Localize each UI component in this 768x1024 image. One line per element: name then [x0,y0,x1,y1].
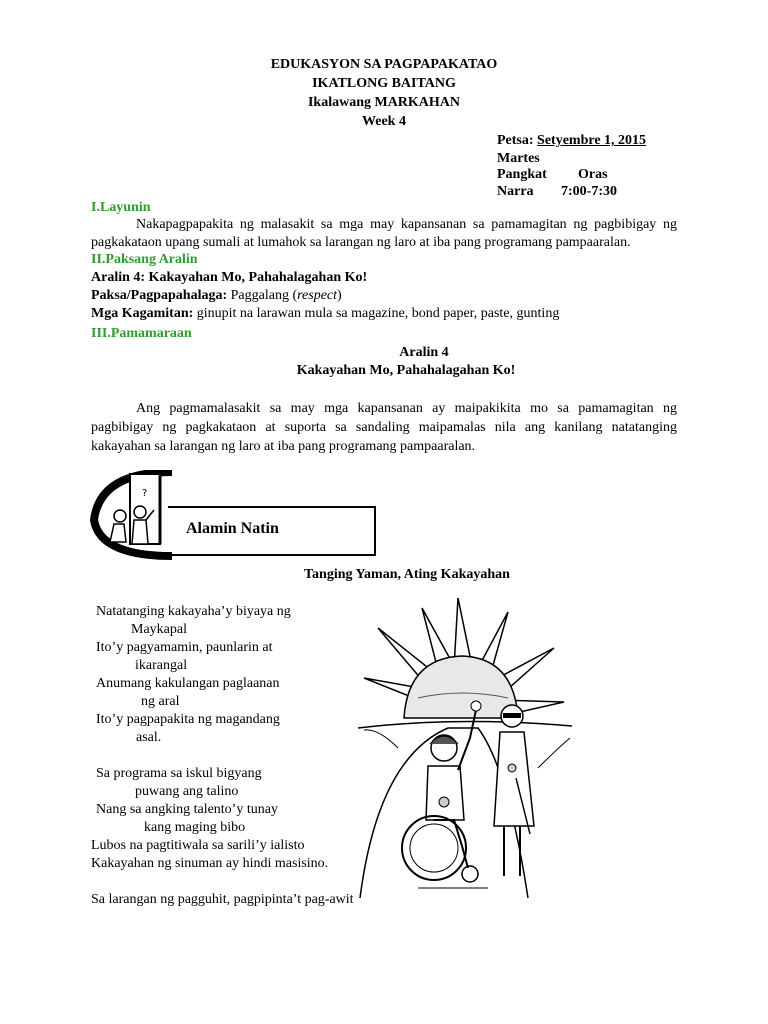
petsa-value: Setyembre 1, 2015 [537,133,647,148]
title-quarter: Ikalawang MARKAHAN [307,95,461,110]
paksa-italic: respect [297,288,338,303]
title-week: Week 4 [362,114,406,129]
poem-line: kang maging bibo [144,820,246,835]
poem-line: Kakayahan ng sinuman ay hindi masisino. [91,856,329,871]
aralin-title: Kakayahan Mo, Pahahalagahan Ko! [296,363,516,378]
aralin-number: Aralin 4 [399,345,449,360]
layunin-text: Nakapagpapakita ng malasakit sa mga may kapansanan sa pamamagitan ng pagbibigay ng pagkakataon upang sumali at lumahok sa larangan ng laro at iba pang programang pampaaralan. [91,217,677,250]
children-illustration [358,598,572,898]
kagamitan-label: Mga Kagamitan: [91,306,194,321]
poem-body [91,603,354,909]
paksa-close: ) [337,288,342,303]
intro-paragraph: Ang pagmamalasakit sa may mga kapansanan ay maipakikita mo sa pamamagitan ng pagbibigay ng pagkakataon at suporta sa sandaling maipamalas nila ang kanilang natatanging kakayahan sa larangan ng laro at iba pang programang pampaaralan. [91,401,677,454]
poem-line: Lubos na pagtitiwala sa sarili’y ialisto [91,838,305,853]
poem-line: Sa programa sa iskul bigyang [96,766,262,781]
aralin-line: Aralin 4: Kakayahan Mo, Pahahalagahan Ko! [91,270,368,285]
section-layunin-heading: I.Layunin [91,200,151,215]
poem-line: Sa larangan ng pagguhit, pagpipinta’t pag-awit [91,892,354,907]
pangkat-value: Narra [497,184,534,199]
children-door-icon [90,470,180,560]
day-label: Martes [497,151,540,166]
petsa-label: Petsa: [497,133,534,148]
title-grade: IKATLONG BAITANG [312,76,456,91]
petsa-line [497,133,646,149]
oras-value: 7:00-7:30 [561,184,617,199]
poem-line: Anumang kakulangan paglaanan [96,676,280,691]
title-subject: EDUKASYON SA PAGPAPAKATAO [270,57,498,72]
paksa-label: Paksa/Pagpapahalaga: [91,288,228,303]
section-paksang-heading: II.Paksang Aralin [91,252,198,267]
poem-line: Ito’y pagpapakita ng magandang [96,712,280,727]
poem-line: Maykapal [131,622,187,637]
oras-label: Oras [578,167,608,182]
banner-label: Alamin Natin [186,520,279,537]
poem-line: asal. [136,730,162,745]
svg-text:?: ? [142,488,148,499]
kagamitan-value: ginupit na larawan mula sa magazine, bond paper, paste, gunting [196,306,560,321]
poem-line: Nang sa angking talento’y tunay [96,802,278,817]
poem-line: puwang ang talino [135,784,239,799]
poem-line: Ito’y pagyamamin, paunlarin at [96,640,273,655]
paksa-line [91,288,342,304]
pangkat-label: Pangkat [497,167,547,182]
kagamitan-line [91,306,559,322]
poem-title: Tanging Yaman, Ating Kakayahan [304,567,510,582]
section-pamamaraan-heading: III.Pamamaraan [91,326,192,341]
poem-line: ikarangal [135,658,188,673]
poem-line: ng aral [141,694,180,709]
paksa-value: Paggalang ( [230,288,298,303]
poem-line: Natatanging kakayaha’y biyaya ng [96,604,291,619]
